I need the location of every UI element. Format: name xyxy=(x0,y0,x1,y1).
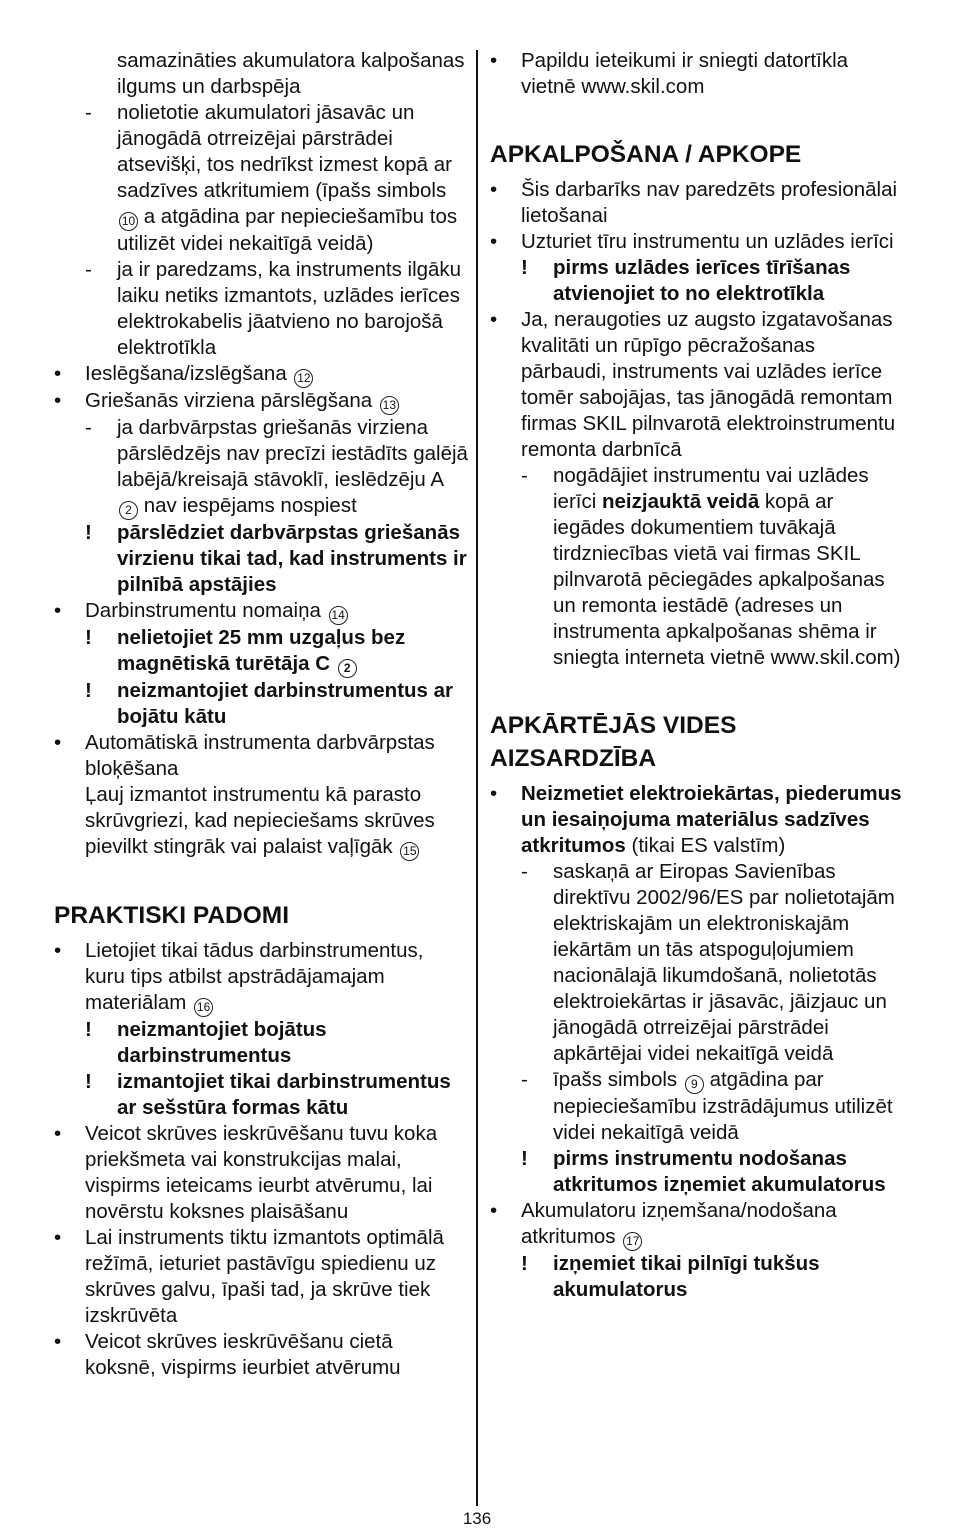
section-gap xyxy=(490,100,904,120)
warn-marker: ! xyxy=(85,1070,92,1093)
list-item xyxy=(54,100,468,257)
bullet-marker: • xyxy=(54,362,62,385)
item-text: Šis darbarīks nav paredzēts profesionālai lietošanai xyxy=(521,178,898,227)
figure-reference-number: 9 xyxy=(685,1075,704,1094)
item-text: pirms uzlādes ierīces tīrīšanas atvienojiet to no elektrotīkla xyxy=(553,256,851,305)
bullet-marker: • xyxy=(54,1226,62,1249)
figure-reference-number: 13 xyxy=(380,396,399,415)
page-number: 136 xyxy=(462,1509,492,1528)
bold-text: neizjauktā veidā xyxy=(602,490,760,513)
figure-reference-number: 16 xyxy=(194,998,213,1017)
list-item xyxy=(54,1329,468,1381)
bullet-marker: • xyxy=(490,1199,498,1222)
item-text: Ja, neraugoties uz augsto izgatavošanas kvalitāti un rūpīgo pēcražošanas pārbaudi, instruments vai uzlādes ierīce tomēr sabojājas, tas jānogādā remontam firmas SKIL pilnvarotā elektroinstrumentu remonta darbnīcā xyxy=(521,308,896,461)
item-text: nolietotie akumulatori jāsavāc un jānogādā otrreizējai pārstrādei atsevišķi, tos nedrīkst izmest kopā ar sadzīves atkritumiem (īpašs simbols 10 a atgādina par nepieciešamību tos utilizēt videi nekaitīgā veidā) xyxy=(117,101,458,255)
section-heading: PRAKTISKI PADOMI xyxy=(54,902,290,929)
item-text: nelietojiet 25 mm uzgaļus bez magnētiskā turētāja C 2 xyxy=(117,625,468,678)
warn-marker: ! xyxy=(85,521,92,544)
list-item xyxy=(490,307,904,463)
section-gap xyxy=(490,671,904,691)
bullet-marker: • xyxy=(54,1122,62,1145)
list-item xyxy=(54,938,468,1017)
list-item xyxy=(54,678,468,730)
item-text: saskaņā ar Eiropas Savienības direktīvu 2002/96/ES par nolietotajām elektriskajām un elektroniskajām iekārtām un tās atspoguļojumiem nacionālajā likumdošanā, nolietotās elektroiekārtas ir jāsavāc, jāizjauc un jānogādā otrreizējai pārstrādei apkārtējai videi nekaitīgā veidā xyxy=(553,860,895,1065)
item-text: Lai instruments tiktu izmantots optimālā režīmā, ieturiet pastāvīgu spiedienu uz skrūves galvu, īpaši tad, ja skrūve tiek izskrūvēta xyxy=(85,1226,444,1327)
bullet-marker: • xyxy=(54,731,62,754)
item-text: Uzturiet tīru instrumentu un uzlādes ierīci xyxy=(521,230,894,253)
bullet-marker: • xyxy=(490,308,498,331)
list-item xyxy=(54,1121,468,1225)
bullet-marker: • xyxy=(490,178,498,201)
list-item xyxy=(490,229,904,255)
dash-marker: - xyxy=(521,464,528,487)
dash-marker: - xyxy=(521,1068,528,1091)
column-divider xyxy=(476,50,478,1506)
section-heading: APKALPOŠANA / APKOPE xyxy=(490,141,802,168)
item-text: izmantojiet tikai darbinstrumentus ar sešstūra formas kātu xyxy=(117,1070,451,1119)
dash-marker: - xyxy=(85,258,92,281)
warn-marker: ! xyxy=(521,1147,528,1170)
warn-marker: ! xyxy=(85,626,92,649)
warn-marker: ! xyxy=(521,256,528,279)
item-text: Ļauj izmantot instrumentu kā parasto skrūvgriezi, kad nepieciešams skrūves pievilkt stingrāk vai palaist vaļīgāk 15 xyxy=(85,782,468,861)
bullet-marker: • xyxy=(54,939,62,962)
left-column xyxy=(54,48,468,1381)
bullet-marker: • xyxy=(54,389,62,412)
list-item xyxy=(490,1146,904,1198)
right-column xyxy=(490,48,904,1303)
item-text: ja darbvārpstas griešanās virziena pārslēdzējs nav precīzi iestādīts galējā labējā/kreisajā stāvoklī, ieslēdzēju A 2 nav iespējams nospiest xyxy=(117,415,468,520)
list-item xyxy=(54,361,468,388)
bullet-marker: • xyxy=(490,49,498,72)
dash-marker: - xyxy=(521,860,528,883)
item-text: ja ir paredzams, ka instruments ilgāku laiku netiks izmantots, uzlādes ierīces elektrokabelis jāatvieno no barojošā elektrotīkla xyxy=(117,258,462,359)
figure-reference-number: 10 xyxy=(119,212,138,231)
item-text: Neizmetiet elektroiekārtas, piederumus un iesaiņojuma materiālus sadzīves atkritumos (tikai ES valstīm) xyxy=(521,782,902,857)
list-item xyxy=(490,1067,904,1146)
list-item xyxy=(490,255,904,307)
item-text: Papildu ieteikumi ir sniegti datortīkla vietnē www.skil.com xyxy=(521,49,849,98)
item-text: nogādājiet instrumentu vai uzlādes ierīci neizjauktā veidā kopā ar iegādes dokumentiem tuvākajā tirdzniecības vietā vai firmas SKIL pilnvarotā pēciegādes apkalpošanas un remonta iestādē (adreses un instrumenta apkalpošanas shēma ir sniegta interneta vietnē www.skil.com) xyxy=(553,464,901,669)
figure-reference-number: 2 xyxy=(119,501,138,520)
item-text: Darbinstrumentu nomaiņa 14 xyxy=(85,598,468,625)
bullet-marker: • xyxy=(490,230,498,253)
list-item xyxy=(54,782,468,861)
figure-reference-number: 14 xyxy=(329,606,348,625)
warn-marker: ! xyxy=(85,1018,92,1041)
item-text: Automātiskā instrumenta darbvārpstas bloķēšana xyxy=(85,731,435,780)
list-item xyxy=(490,859,904,1067)
list-item xyxy=(54,388,468,415)
warn-marker: ! xyxy=(85,679,92,702)
list-item xyxy=(490,781,904,859)
item-text: Akumulatoru izņemšana/nodošana atkritumos 17 xyxy=(521,1198,904,1251)
list-item xyxy=(54,598,468,625)
list-item xyxy=(490,177,904,229)
item-text: neizmantojiet darbinstrumentus ar bojātu kātu xyxy=(117,679,454,728)
list-item xyxy=(54,730,468,782)
bullet-marker: • xyxy=(490,782,498,805)
list-item xyxy=(54,1017,468,1069)
dash-marker: - xyxy=(85,101,92,124)
list-item xyxy=(490,1198,904,1251)
figure-reference-number: 12 xyxy=(294,369,313,388)
section-gap xyxy=(54,861,468,881)
list-item xyxy=(54,625,468,678)
warn-marker: ! xyxy=(521,1252,528,1275)
dash-marker: - xyxy=(85,416,92,439)
item-text: Veicot skrūves ieskrūvēšanu tuvu koka priekšmeta vai konstrukcijas malai, vispirms ieteicams ieurbt atvērumu, lai novērstu koksnes plaisāšanu xyxy=(85,1122,438,1223)
list-item xyxy=(490,463,904,671)
item-text: neizmantojiet bojātus darbinstrumentus xyxy=(117,1018,327,1067)
list-item xyxy=(54,1225,468,1329)
list-item xyxy=(54,257,468,361)
item-text: izņemiet tikai pilnīgi tukšus akumulatorus xyxy=(553,1252,820,1301)
figure-reference-number: 2 xyxy=(338,659,357,678)
bold-text: Neizmetiet elektroiekārtas, piederumus un iesaiņojuma materiālus sadzīves atkritumos xyxy=(521,782,902,857)
list-item xyxy=(54,1069,468,1121)
list-item xyxy=(490,48,904,100)
list-item xyxy=(54,520,468,598)
list-item xyxy=(54,415,468,520)
item-text: Ieslēgšana/izslēgšana 12 xyxy=(85,361,468,388)
item-text: pirms instrumentu nodošanas atkritumos izņemiet akumulatorus xyxy=(553,1147,886,1196)
bullet-marker: • xyxy=(54,1330,62,1353)
item-text: Veicot skrūves ieskrūvēšanu cietā koksnē, vispirms ieurbiet atvērumu xyxy=(85,1330,401,1379)
item-text: samazināties akumulatora kalpošanas ilgums un darbspēja xyxy=(117,49,465,98)
item-text: pārslēdziet darbvārpstas griešanās virzienu tikai tad, kad instruments ir pilnībā apstājies xyxy=(117,521,467,596)
figure-reference-number: 15 xyxy=(400,842,419,861)
item-text: īpašs simbols 9 atgādina par nepieciešamību izstrādājumus utilizēt videi nekaitīgā veidā xyxy=(553,1068,893,1144)
section-heading: APKĀRTĒJĀS VIDES AIZSARDZĪBA xyxy=(490,712,737,772)
bullet-marker: • xyxy=(54,599,62,622)
list-item xyxy=(54,48,468,100)
item-text: Griešanās virziena pārslēgšana 13 xyxy=(85,388,468,415)
item-text: Lietojiet tikai tādus darbinstrumentus, kuru tips atbilst apstrādājamajam materiālam 16 xyxy=(85,938,468,1017)
figure-reference-number: 17 xyxy=(623,1232,642,1251)
list-item xyxy=(490,1251,904,1303)
